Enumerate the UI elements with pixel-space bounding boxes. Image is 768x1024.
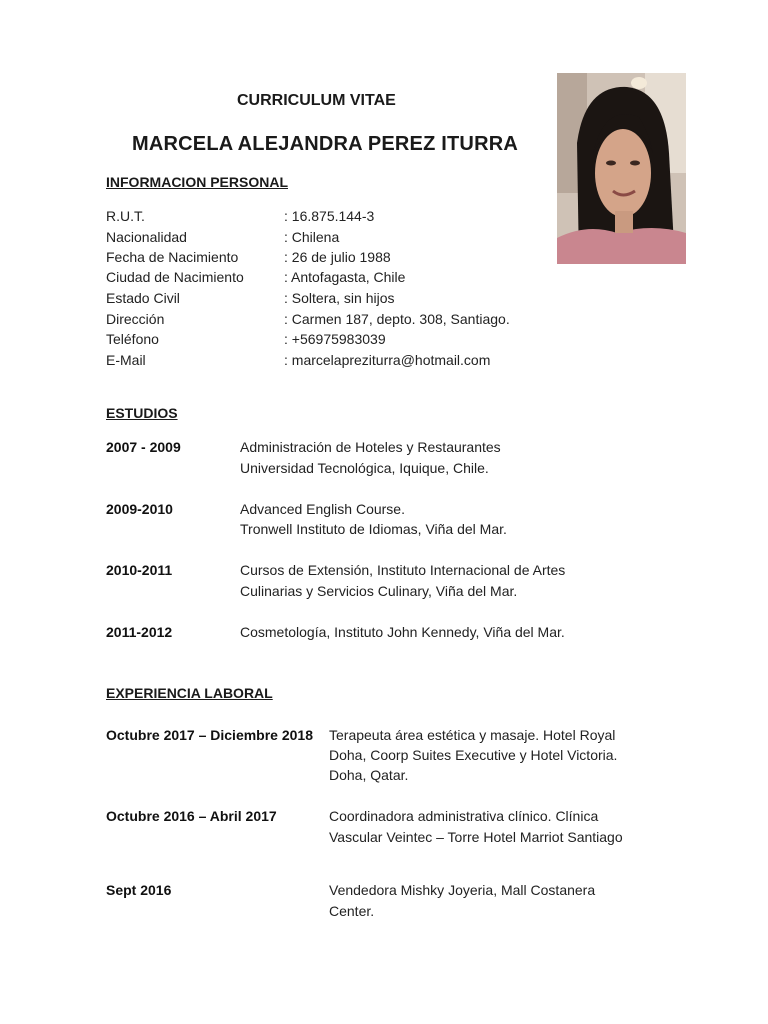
field-label-nationality: Nacionalidad bbox=[106, 229, 187, 245]
job-period: Octubre 2017 – Diciembre 2018 bbox=[106, 727, 314, 743]
job-line: Doha, Qatar. bbox=[329, 767, 409, 783]
study-years: 2010-2011 bbox=[106, 562, 173, 578]
field-value-marital-status: : Soltera, sin hijos bbox=[284, 290, 395, 306]
field-value-birth-date: : 26 de julio 1988 bbox=[284, 249, 391, 265]
study-line: Cosmetología, Instituto John Kennedy, Viña del Mar. bbox=[240, 624, 565, 640]
field-value-birth-city: : Antofagasta, Chile bbox=[284, 269, 406, 285]
study-years: 2007 - 2009 bbox=[106, 439, 181, 455]
field-value-address: : Carmen 187, depto. 308, Santiago. bbox=[284, 311, 510, 327]
field-label-birth-date: Fecha de Nacimiento bbox=[106, 249, 239, 265]
study-line: Advanced English Course. bbox=[240, 501, 405, 517]
job-line: Terapeuta área estética y masaje. Hotel Royal bbox=[329, 727, 616, 743]
field-value-nationality: : Chilena bbox=[284, 229, 340, 245]
field-label-email: E-Mail bbox=[106, 352, 146, 368]
candidate-name: MARCELA ALEJANDRA PEREZ ITURRA bbox=[132, 133, 518, 155]
field-label-rut: R.U.T. bbox=[106, 208, 145, 224]
study-line: Universidad Tecnológica, Iquique, Chile. bbox=[240, 460, 489, 476]
job-period: Octubre 2016 – Abril 2017 bbox=[106, 808, 277, 824]
profile-photo bbox=[557, 73, 686, 264]
job-line: Coordinadora administrativa clínico. Clínica bbox=[329, 808, 599, 824]
document-title: CURRICULUM VITAE bbox=[237, 92, 396, 109]
experience-heading: EXPERIENCIA LABORAL bbox=[106, 685, 273, 701]
study-line: Tronwell Instituto de Idiomas, Viña del Mar. bbox=[240, 521, 507, 537]
job-line: Center. bbox=[329, 903, 375, 919]
field-label-marital-status: Estado Civil bbox=[106, 290, 180, 306]
study-years: 2009-2010 bbox=[106, 501, 173, 517]
study-line: Administración de Hoteles y Restaurantes bbox=[240, 439, 501, 455]
study-line: Culinarias y Servicios Culinary, Viña del Mar. bbox=[240, 583, 518, 599]
job-line: Vendedora Mishky Joyeria, Mall Costanera bbox=[329, 882, 596, 898]
studies-heading: ESTUDIOS bbox=[106, 405, 178, 421]
personal-info-heading: INFORMACION PERSONAL bbox=[106, 174, 288, 190]
study-years: 2011-2012 bbox=[106, 624, 173, 640]
job-line: Vascular Veintec – Torre Hotel Marriot Santiago bbox=[329, 829, 623, 845]
field-value-email: : marcelapreziturra@hotmail.com bbox=[284, 352, 491, 368]
field-label-phone: Teléfono bbox=[106, 331, 159, 347]
study-line: Cursos de Extensión, Instituto Internacional de Artes bbox=[240, 562, 566, 578]
field-value-phone: : +56975983039 bbox=[284, 331, 386, 347]
field-value-rut: : 16.875.144-3 bbox=[284, 208, 375, 224]
job-period: Sept 2016 bbox=[106, 882, 172, 898]
field-label-birth-city: Ciudad de Nacimiento bbox=[106, 269, 244, 285]
field-label-address: Dirección bbox=[106, 311, 165, 327]
job-line: Doha, Coorp Suites Executive y Hotel Victoria. bbox=[329, 747, 618, 763]
